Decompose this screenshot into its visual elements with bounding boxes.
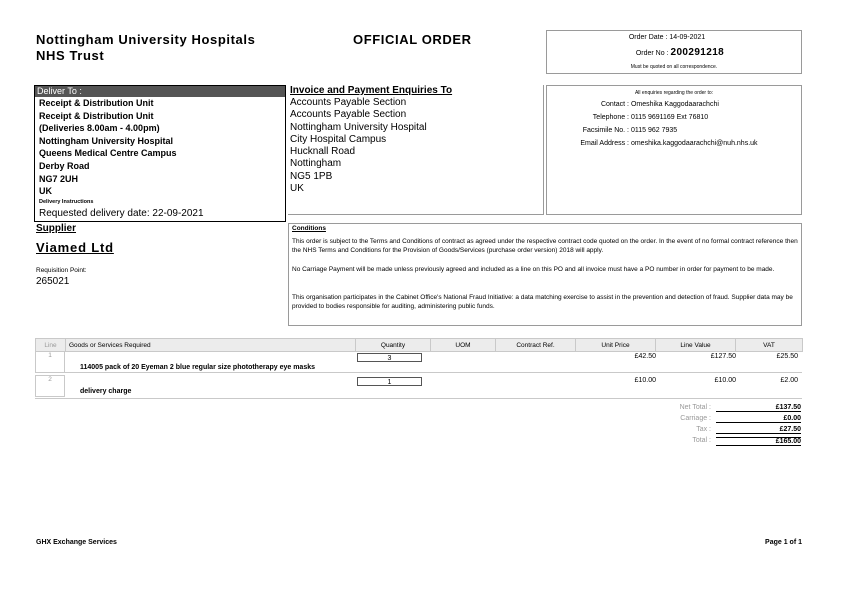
invoice-address: [288, 97, 543, 195]
address-line: (Deliveries 8.00am - 4.00pm): [39, 123, 160, 134]
table-row-vat: £25.50: [776, 353, 798, 360]
address-line: UK: [39, 186, 52, 197]
address-line: Accounts Payable Section: [290, 109, 407, 121]
contact-label: Contact :: [600, 101, 629, 108]
table-row-unit-price: £10.00: [634, 377, 656, 384]
contact-box: [546, 85, 802, 215]
carriage-label: Carriage :: [680, 415, 711, 422]
order-quote-note: Must be quoted on all correspondence.: [630, 64, 718, 70]
total-label: Total :: [692, 437, 711, 444]
conditions-paragraph: This organisation participates in the Cabinet Office's National Fraud Initiative: a data matching exercise to assist in the prevention and detection of fraud. Supplier data may be provided to bodies responsible for auditing, administering public funds.: [292, 294, 793, 310]
table-row-line-number: 2: [35, 375, 65, 397]
table-row-line-number: 1: [35, 351, 65, 373]
invoice-heading: Invoice and Payment Enquiries To: [290, 85, 453, 96]
order-date-label: Order Date :: [628, 34, 668, 41]
telephone-row: [547, 114, 708, 121]
deliver-to-heading: Deliver To :: [35, 86, 285, 97]
col-unit-price: Unit Price: [576, 339, 656, 352]
col-vat: VAT: [736, 339, 803, 352]
requisition-point: 265021: [36, 276, 70, 287]
table-row-line-value: £10.00: [714, 377, 736, 384]
org-line-1: Nottingham University Hospitals: [36, 32, 256, 47]
requested-delivery-date: Requested delivery date: 22-09-2021: [39, 207, 204, 219]
address-line: NG5 1PB: [290, 170, 333, 182]
table-row-description: 114005 pack of 20 Eyeman 2 blue regular size phototherapy eye masks: [80, 364, 316, 371]
carriage: £0.00: [716, 415, 801, 423]
col-uom: UOM: [431, 339, 496, 352]
address-line: Nottingham: [290, 158, 342, 170]
fax-row: [547, 127, 677, 134]
address-line: Nottingham University Hospital: [39, 135, 174, 146]
table-row-vat: £2.00: [780, 377, 798, 384]
conditions-paragraph: No Carriage Payment will be made unless previously agreed and included as a line on this PO and all invoice must have a PO number in order for payment to be made.: [292, 266, 775, 273]
table-row-description: delivery charge: [80, 388, 132, 395]
org-line-2: NHS Trust: [36, 48, 105, 63]
conditions-paragraph: This order is subject to the Terms and Conditions of contract as agreed under the respective contract code quoted on the order. In the event of no formal contract reference then the NHS Terms and Conditions for the Provision of Goods/Services (purchase order version) 2018 will apply.: [292, 238, 798, 254]
invoice-enquiries-box: [288, 85, 544, 215]
order-no-label: Order No :: [635, 50, 669, 57]
delivery-instructions-label: Delivery Instructions: [39, 198, 94, 205]
table-row-quantity: 1: [357, 377, 422, 386]
supplier-name: Viamed Ltd: [36, 240, 114, 255]
address-line: Accounts Payable Section: [290, 97, 407, 108]
contact-caption: All enquiries regarding the order to:: [634, 90, 714, 96]
telephone-label: Telephone :: [592, 114, 629, 121]
telephone: 0115 9691169 Ext 76810: [630, 114, 709, 121]
page-number: Page 1 of 1: [765, 539, 802, 546]
col-line-value: Line Value: [656, 339, 736, 352]
col-goods: Goods or Services Required: [66, 339, 356, 352]
row-divider: [35, 398, 802, 399]
conditions-box: [288, 223, 802, 326]
fax: 0115 962 7935: [630, 127, 678, 134]
order-date: 14-09-2021: [669, 34, 706, 41]
address-line: Receipt & Distribution Unit: [39, 110, 154, 121]
row-divider: [65, 372, 802, 373]
table-row-line-value: £127.50: [710, 353, 736, 360]
deliver-to-box: [34, 85, 286, 222]
fax-label: Facsimile No. :: [582, 127, 629, 134]
net-total: £137.50: [716, 404, 801, 412]
order-info-box: [546, 30, 802, 74]
grand-total: £165.00: [716, 437, 801, 446]
address-line: Queens Medical Centre Campus: [39, 148, 177, 159]
contact-row: [547, 101, 719, 108]
table-row-unit-price: £42.50: [634, 353, 656, 360]
order-number: 200291218: [670, 47, 725, 58]
table-row-quantity: 3: [357, 353, 422, 362]
address-line: NG7 2UH: [39, 173, 79, 184]
address-line: UK: [290, 183, 304, 195]
address-line: Receipt & Distribution Unit: [39, 98, 154, 108]
email-row: [547, 140, 758, 147]
order-items-table: [35, 338, 803, 352]
col-line: Line: [36, 339, 66, 352]
tax: £27.50: [716, 426, 801, 434]
footer-provider: GHX Exchange Services: [36, 539, 117, 546]
address-line: Hucknall Road: [290, 146, 356, 158]
col-contract-ref: Contract Ref.: [496, 339, 576, 352]
col-quantity: Quantity: [356, 339, 431, 352]
organisation-name: [36, 32, 255, 64]
address-line: Derby Road: [39, 160, 90, 171]
tax-label: Tax :: [696, 426, 711, 433]
table-header-row: [36, 339, 803, 352]
email: omeshika.kaggodaarachchi@nuh.nhs.uk: [630, 140, 758, 147]
conditions-heading: Conditions: [292, 225, 326, 232]
net-total-label: Net Total :: [679, 404, 711, 411]
contact-name: Omeshika Kaggodaarachchi: [630, 101, 719, 108]
page-title: OFFICIAL ORDER: [353, 32, 472, 47]
address-line: City Hospital Campus: [290, 133, 387, 145]
requisition-point-label: Requisition Point:: [36, 267, 87, 274]
email-label: Email Address :: [580, 140, 629, 147]
address-line: Nottingham University Hospital: [290, 121, 427, 133]
deliver-to-address: [35, 97, 285, 198]
supplier-heading: Supplier: [36, 223, 77, 234]
